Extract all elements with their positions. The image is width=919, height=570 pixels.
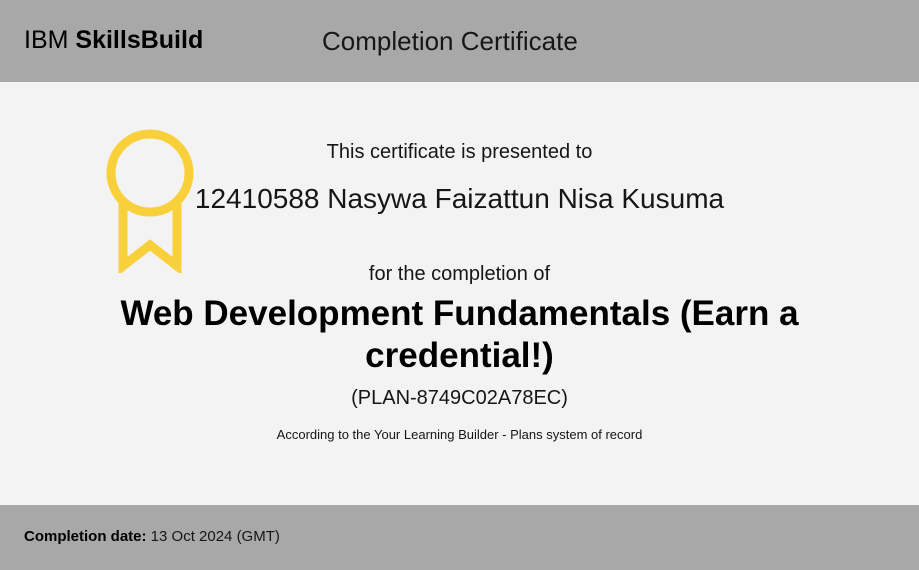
completion-date: [24, 527, 280, 547]
brand-ibm: IBM: [24, 26, 69, 54]
certificate-footer: [0, 505, 919, 570]
for-completion-text: for the completion of: [368, 263, 551, 285]
brand-logo: [24, 25, 203, 55]
completion-date-label: Completion date:: [24, 528, 147, 545]
page-title: Completion Certificate: [322, 26, 578, 56]
recipient-name: 12410588 Nasywa Faizattun Nisa Kusuma: [194, 183, 725, 214]
record-note: According to the Your Learning Builder - Plans system of record: [276, 427, 643, 442]
plan-id: (PLAN-8749C02A78EC): [351, 387, 568, 409]
presented-to-text: This certificate is presented to: [326, 141, 593, 163]
completion-date-value: 13 Oct 2024 (GMT): [150, 528, 280, 545]
course-title: Web Development Fundamentals (Earn a credential!): [120, 294, 799, 375]
brand-skillsbuild: SkillsBuild: [75, 26, 204, 54]
certificate-header: [0, 0, 919, 82]
